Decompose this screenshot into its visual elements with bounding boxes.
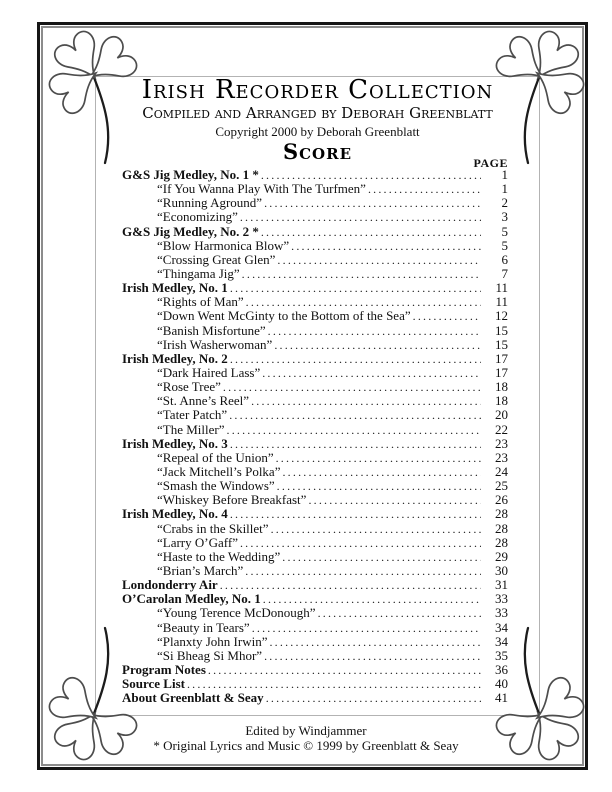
toc-entry-page: 6 — [501, 251, 508, 267]
footer-copyright-note: * Original Lyrics and Music © 1999 by Greenblatt & Seay — [153, 738, 459, 753]
toc-entry-label: Irish Medley, No. 3 — [122, 435, 228, 451]
toc-entry — [122, 662, 508, 676]
header — [95, 77, 540, 162]
page-title: Irish Recorder Collection — [141, 75, 494, 105]
toc-entry-page: 23 — [495, 449, 508, 465]
toc-entry — [122, 337, 508, 351]
toc-entry-label: G&S Jig Medley, No. 2 * — [122, 223, 259, 239]
toc-entry — [122, 634, 508, 648]
toc-entry-page: 1 — [501, 167, 508, 182]
toc-entry-page: 7 — [501, 265, 508, 281]
toc-entry-label: “If You Wanna Play With The Turfmen” — [157, 181, 366, 197]
toc-entry-label: “Banish Misfortune” — [157, 322, 266, 338]
toc-entry-label: “The Miller” — [157, 421, 225, 437]
toc-entry-page: 28 — [495, 506, 508, 522]
toc-entry — [122, 181, 508, 195]
toc-entry-page: 1 — [501, 181, 508, 197]
toc-entry-page: 36 — [495, 661, 508, 677]
toc-entry-label: “Economizing” — [157, 209, 238, 225]
toc-entry — [122, 436, 508, 450]
toc-entry-page: 34 — [495, 633, 508, 649]
footer — [88, 723, 524, 753]
toc-entry — [122, 620, 508, 634]
toc-entry-label: “Jack Mitchell’s Polka” — [157, 463, 281, 479]
toc-entry-label: “Thingama Jig” — [157, 265, 240, 281]
toc-entry-label: Irish Medley, No. 2 — [122, 350, 228, 366]
toc-entry-label: O’Carolan Medley, No. 1 — [122, 591, 261, 607]
toc-entry-label: “Whiskey Before Breakfast” — [157, 492, 307, 508]
toc-entry-page: 11 — [495, 294, 508, 310]
dot-leader — [266, 690, 481, 706]
toc-entry-page: 20 — [495, 407, 508, 423]
toc-entry-label: “Running Aground” — [157, 195, 263, 211]
toc-entry-page: 17 — [495, 350, 508, 366]
toc-entry-label: “Crabs in the Skillet” — [157, 520, 269, 536]
toc-entry-label: “Beauty in Tears” — [157, 619, 250, 635]
toc-entry-page: 18 — [495, 393, 508, 409]
toc-entry-label: Source List — [122, 676, 185, 692]
toc-entry-page: 31 — [495, 577, 508, 593]
toc-entry-page: 22 — [495, 421, 508, 437]
toc-entry-label: Irish Medley, No. 4 — [122, 506, 228, 522]
toc-entry-page: 15 — [495, 336, 508, 352]
toc-entry-page: 25 — [495, 478, 508, 494]
toc-entry — [122, 549, 508, 563]
toc-entry — [122, 351, 508, 365]
toc-entry-label: Program Notes — [122, 661, 206, 677]
toc-entry — [122, 195, 508, 209]
toc-entry-label: “Rights of Man” — [157, 294, 244, 310]
toc-entry — [122, 252, 508, 266]
toc-entry-label: “Young Terence McDonough” — [157, 605, 316, 621]
toc-entry — [122, 280, 508, 294]
toc-entry — [122, 393, 508, 407]
toc-entry-page: 41 — [495, 690, 508, 706]
toc-entry-label: “Blow Harmonica Blow” — [157, 237, 290, 253]
toc-entry — [122, 535, 508, 549]
toc-entry-label: “Dark Haired Lass” — [157, 364, 261, 380]
toc-entry-page: 23 — [495, 435, 508, 451]
copyright-line: Copyright 2000 by Deborah Greenblatt — [215, 124, 420, 139]
toc-entry — [122, 676, 508, 690]
toc-entry — [122, 464, 508, 478]
toc-entry — [122, 422, 508, 436]
toc-entry — [122, 690, 508, 704]
toc-entry — [122, 506, 508, 520]
toc-entry — [122, 407, 508, 421]
toc-entry — [122, 591, 508, 605]
toc-entry — [122, 308, 508, 322]
toc-entry-label: Irish Medley, No. 1 — [122, 280, 228, 296]
toc-entry — [122, 605, 508, 619]
toc-entry-label: “Brian’s March” — [157, 562, 244, 578]
toc-entry — [122, 521, 508, 535]
toc-entry — [122, 365, 508, 379]
toc-entry-label: Londonderry Air — [122, 577, 218, 593]
toc-entry-page: 5 — [501, 223, 508, 239]
toc-entry-page: 35 — [495, 647, 508, 663]
section-heading: Score — [282, 139, 353, 164]
toc-entry — [122, 167, 508, 181]
toc-entry — [122, 209, 508, 223]
toc-entry-page: 24 — [495, 463, 508, 479]
toc-entry-label: About Greenblatt & Seay — [122, 690, 264, 706]
toc-entry-label: “Crossing Great Glen” — [157, 251, 276, 267]
toc-entry-page: 26 — [495, 492, 508, 508]
toc-entry-label: “Planxty John Irwin” — [157, 633, 268, 649]
toc-entry-label: “Smash the Windows” — [157, 478, 275, 494]
toc-entry-label: “Si Bheag Si Mhor” — [157, 647, 263, 663]
toc-entry-page: 33 — [495, 605, 508, 621]
toc-entry — [122, 563, 508, 577]
toc-entry — [122, 492, 508, 506]
toc-entry — [122, 577, 508, 591]
footer-edited-by: Edited by Windjammer — [245, 723, 367, 738]
toc-entry-label: “Repeal of the Union” — [157, 449, 274, 465]
toc-entry-label: “Rose Tree” — [157, 379, 221, 395]
toc-entry-page: 33 — [495, 591, 508, 607]
toc-entry-page: 28 — [495, 520, 508, 536]
toc-entry — [122, 323, 508, 337]
toc-entry-page: 17 — [495, 364, 508, 380]
toc-entry-page: 30 — [495, 562, 508, 578]
toc-entry-label: “Haste to the Wedding” — [157, 548, 281, 564]
toc-entry-label: “Down Went McGinty to the Bottom of the Sea” — [157, 308, 411, 324]
toc-entry — [122, 266, 508, 280]
toc-entry-label: “Larry O’Gaff” — [157, 534, 238, 550]
toc-entry-page: 11 — [495, 280, 508, 296]
toc-entry-page: 28 — [495, 534, 508, 550]
toc-entry-page: 2 — [501, 195, 508, 211]
toc-entry-page: 3 — [501, 209, 508, 225]
toc-entry-page: 5 — [501, 237, 508, 253]
toc-entry-page: 40 — [495, 676, 508, 692]
toc-entry-page: 15 — [495, 322, 508, 338]
toc-entry-page: 29 — [495, 548, 508, 564]
table-of-contents — [122, 167, 508, 704]
toc-entry-page: 18 — [495, 379, 508, 395]
toc-entry-page: 12 — [495, 308, 508, 324]
toc-entry-page: 34 — [495, 619, 508, 635]
toc-entry — [122, 238, 508, 252]
subtitle: Compiled and Arranged by Deborah Greenblatt — [142, 104, 493, 122]
toc-entry — [122, 648, 508, 662]
toc-entry-label: G&S Jig Medley, No. 1 * — [122, 167, 259, 182]
toc-entry-label: “Tater Patch” — [157, 407, 228, 423]
toc-entry-label: “Irish Washerwoman” — [157, 336, 273, 352]
toc-entry — [122, 478, 508, 492]
toc-entry — [122, 450, 508, 464]
toc-entry — [122, 294, 508, 308]
page-column-header: PAGE — [473, 156, 508, 170]
toc-entry-label: “St. Anne’s Reel” — [157, 393, 250, 409]
toc-entry — [122, 379, 508, 393]
toc-entry — [122, 224, 508, 238]
